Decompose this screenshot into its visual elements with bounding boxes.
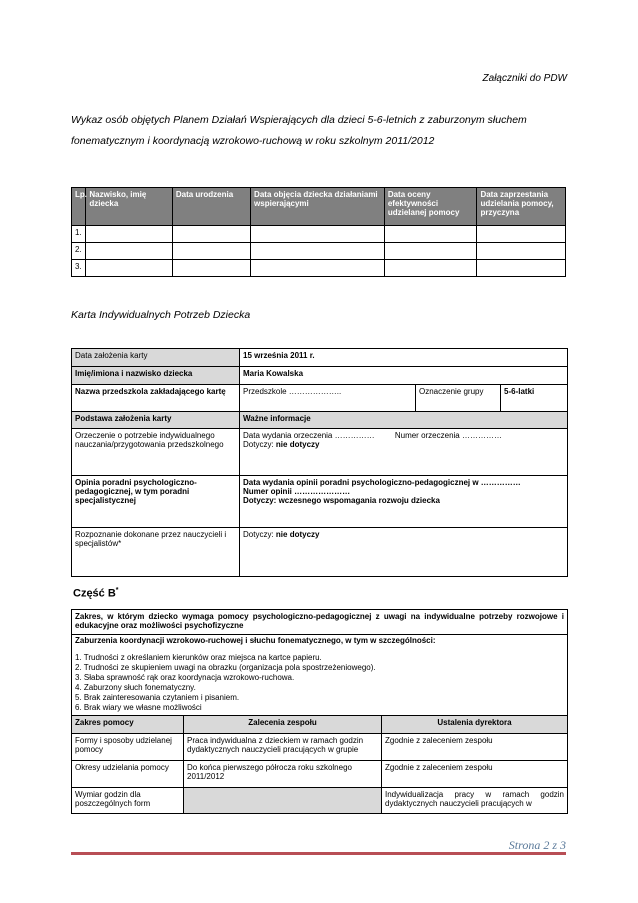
cell: [172, 260, 250, 277]
row-number: 1.: [72, 226, 86, 243]
header-end-date: Data zaprzestania udzielania pomocy, przyczyna: [477, 188, 566, 226]
col-director: Ustalenia dyrektora: [382, 716, 568, 734]
list-item: 5. Brak zainteresowania czytaniem i pisaniem.: [75, 693, 240, 702]
karta-title: Karta Indywidualnych Potrzeb Dziecka: [71, 309, 251, 321]
cell: [251, 226, 385, 243]
header-lp: Lp.: [72, 188, 86, 226]
rozpoznanie-info: [240, 528, 568, 577]
list-item: 6. Brak wiary we własne możliwości: [75, 703, 202, 712]
czesc-b-title-text: Część B: [73, 587, 116, 600]
header-birthdate: Data urodzenia: [172, 188, 250, 226]
cell: [251, 260, 385, 277]
orzeczenie-number: Numer orzeczenia ……………: [394, 431, 502, 440]
group-label: Oznaczenie grupy: [416, 385, 501, 412]
date-label: Data założenia karty: [72, 349, 240, 367]
orzeczenie-concerns-value: nie dotyczy: [275, 440, 320, 449]
opinia-date: Data wydania opinii poradni psychologiczno-pedagogicznej w ……………: [243, 478, 521, 487]
czesc-b-title-mark: *: [115, 587, 119, 594]
row-number: 2.: [72, 243, 86, 260]
table-row: [72, 226, 566, 243]
intro-line-1: Wykaz osób objętych Planem Działań Wspierających dla dzieci 5-6-letnich z zaburzonym słuchem: [71, 114, 527, 126]
cell: [477, 243, 566, 260]
rozpoznanie-prefix: Dotyczy:: [243, 530, 276, 539]
list-item: 1. Trudności z określaniem kierunków oraz miejsca na kartce papieru.: [75, 653, 322, 662]
cell: [384, 243, 477, 260]
cell: [86, 260, 172, 277]
karta-table: [71, 348, 568, 577]
header-start-date: Data objęcia dziecka działaniami wspierającymi: [251, 188, 385, 226]
orzeczenie-label: Orzeczenie o potrzebie indywidualnego nauczania/przygotowania przedszkolnego: [72, 429, 240, 476]
header-evaluation-date: Data oceny efektywności udzielanej pomocy: [384, 188, 477, 226]
row-director: Zgodnie z zaleceniem zespołu: [382, 761, 568, 788]
orzeczenie-date: Data wydania orzeczenia ……………: [243, 431, 375, 440]
cell: [172, 243, 250, 260]
opinia-concerns: Dotyczy: wczesnego wspomagania rozwoju dziecka: [243, 496, 440, 505]
disorder-heading: Zaburzenia koordynacji wzrokowo-ruchowej i słuchu fonematycznego, w tym w szczególności:: [75, 636, 436, 645]
czesc-b-table: [71, 609, 568, 814]
cell: [172, 226, 250, 243]
table-row: [72, 761, 568, 788]
info-label: Ważne informacje: [240, 412, 568, 429]
table-row: [72, 260, 566, 277]
cell: [251, 243, 385, 260]
difficulties-cell: [72, 635, 568, 716]
opinia-number: Numer opinii …………………: [243, 487, 351, 496]
names-label: Imię/imiona i nazwisko dziecka: [72, 367, 240, 385]
row-director: Indywidualizacja pracy w ramach godzin dydaktycznych nauczycieli pracujących w: [382, 788, 568, 814]
list-item: 4. Zaburzony słuch fonematyczny.: [75, 683, 196, 692]
row-director: Zgodnie z zaleceniem zespołu: [382, 734, 568, 761]
row-number: 3.: [72, 260, 86, 277]
col-scope: Zakres pomocy: [72, 716, 184, 734]
cell: [384, 260, 477, 277]
orzeczenie-concerns-prefix: Dotyczy:: [243, 440, 276, 449]
rozpoznanie-value: nie dotyczy: [275, 530, 320, 539]
row-label: Wymiar godzin dla poszczególnych form: [72, 788, 184, 814]
row-team: Praca indywidualna z dzieckiem w ramach godzin dydaktycznych nauczycieli pracujących w grupie: [184, 734, 382, 761]
cell: [477, 260, 566, 277]
row-team: [184, 788, 382, 814]
date-value: 15 września 2011 r.: [240, 349, 568, 367]
row-team: Do końca pierwszego półrocza roku szkolnego 2011/2012: [184, 761, 382, 788]
col-team: Zalecenia zespołu: [184, 716, 382, 734]
footer-accent-bar: [71, 852, 566, 855]
basis-label: Podstawa założenia karty: [72, 412, 240, 429]
row-label: Formy i sposoby udzielanej pomocy: [72, 734, 184, 761]
page-number: Strona 2 z 3: [508, 838, 566, 852]
attachment-header: Załączniki do PDW: [482, 73, 567, 84]
opinia-label: Opinia poradni psychologiczno-pedagogicznej, w tym poradni specjalistycznej: [72, 476, 240, 528]
list-item: 2. Trudności ze skupieniem uwagi na obrazku (organizacja pola spostrzeżeniowego).: [75, 663, 376, 672]
group-value: 5-6-latki: [501, 385, 568, 412]
header-name: Nazwisko, imię dziecka: [86, 188, 172, 226]
preschool-value: Przedszkole ………………..: [240, 385, 416, 412]
opinia-info: [240, 476, 568, 528]
list-item: 3. Słaba sprawność rąk oraz koordynacja wzrokowo-ruchowa.: [75, 673, 295, 682]
cell: [477, 226, 566, 243]
cell: [384, 226, 477, 243]
intro-line-2: fonematycznym i koordynacją wzrokowo-ruchową w roku szkolnym 2011/2012: [71, 135, 435, 147]
scope-heading: Zakres, w którym dziecko wymaga pomocy psychologiczno-pedagogicznej z uwagi na indywidualne potrzeby rozwojowe i edukacyjne oraz możliwości psychofizyczne: [72, 610, 568, 635]
cell: [86, 226, 172, 243]
cell: [86, 243, 172, 260]
rozpoznanie-label: Rozpoznanie dokonane przez nauczycieli i specjalistów*: [72, 528, 240, 577]
orzeczenie-info: [240, 429, 568, 476]
table-row: [72, 734, 568, 761]
children-list-table: [71, 187, 566, 277]
table-row: [72, 788, 568, 814]
names-value: Maria Kowalska: [240, 367, 568, 385]
preschool-label: Nazwa przedszkola zakładającego kartę: [72, 385, 240, 412]
czesc-b-title: [73, 587, 119, 600]
row-label: Okresy udzielania pomocy: [72, 761, 184, 788]
table-row: [72, 243, 566, 260]
